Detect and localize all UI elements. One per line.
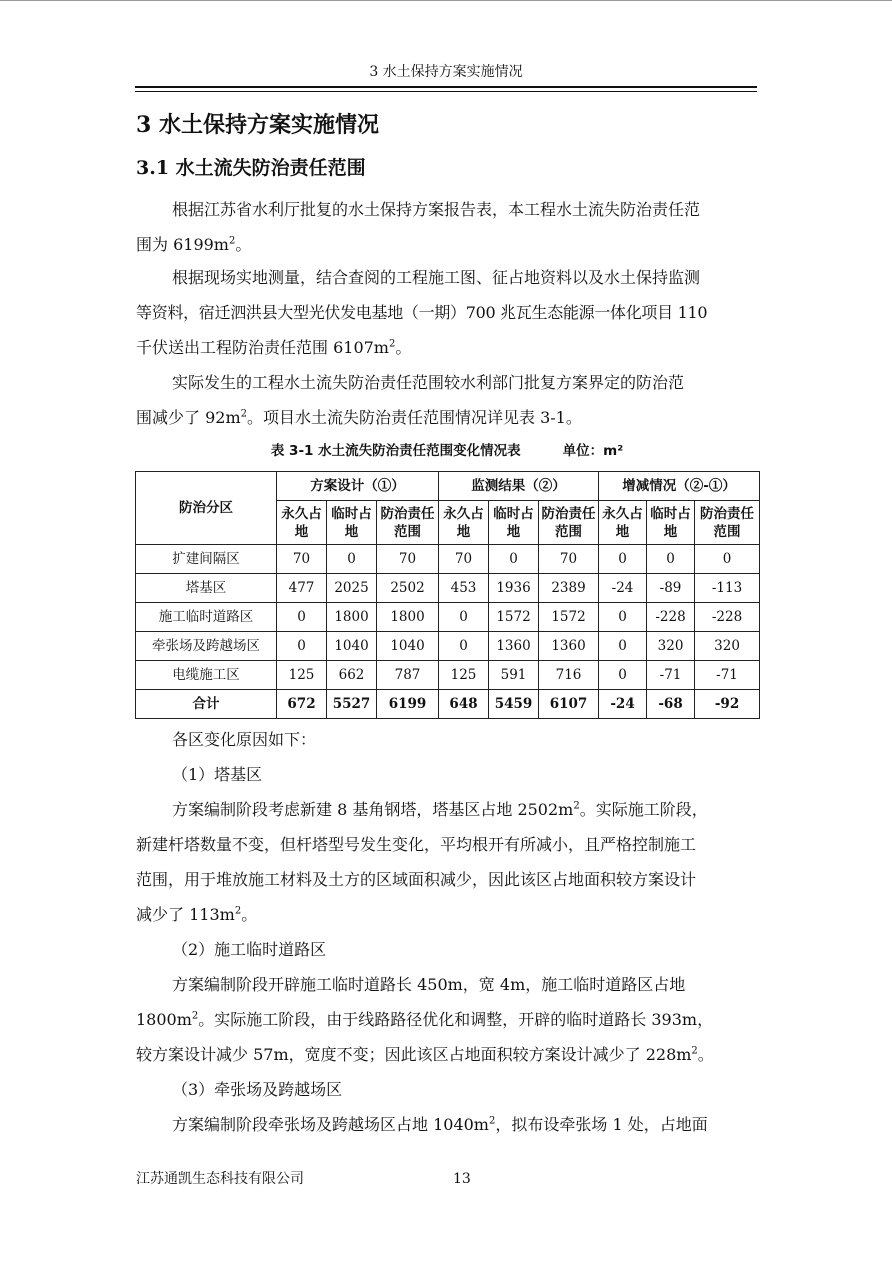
value-cell: 662 bbox=[327, 661, 377, 690]
value-cell: 0 bbox=[277, 603, 327, 632]
sub-header-cell: 临时占地 bbox=[647, 501, 695, 545]
sub-header-cell: 永久占地 bbox=[599, 501, 647, 545]
reason-3-title: （3）牵张场及跨越场区 bbox=[172, 1080, 343, 1099]
paragraph-3-line-1: 实际发生的工程水土流失防治责任范围较水利部门批复方案界定的防治范 bbox=[172, 373, 685, 392]
reason-2-line-1: 方案编制阶段开辟施工临时道路长 450m，宽 4m，施工临时道路区占地 bbox=[172, 975, 686, 994]
reason-1-title: （1）塔基区 bbox=[172, 765, 263, 784]
group-header-change: 增减情况（②-①） bbox=[599, 472, 760, 501]
value-cell: -228 bbox=[647, 603, 695, 632]
value-cell: 1572 bbox=[539, 603, 599, 632]
reason-2-line-2: $1800m^2$。实际施工阶段，由于线路路径优化和调整，开辟的临时道路长 393m， bbox=[136, 1010, 714, 1029]
page-top-border bbox=[0, 0, 892, 1]
zone-cell: 牵张场及跨越场区 bbox=[136, 632, 277, 661]
value-cell: 0 bbox=[277, 632, 327, 661]
value-cell: 477 bbox=[277, 574, 327, 603]
responsibility-range-table bbox=[135, 471, 760, 719]
value-cell: 1572 bbox=[489, 603, 539, 632]
value-cell: 70 bbox=[539, 545, 599, 574]
table-row bbox=[136, 661, 760, 690]
value-cell: 0 bbox=[439, 632, 489, 661]
value-cell: 453 bbox=[439, 574, 489, 603]
sub-header-cell: 防治责任范围 bbox=[377, 501, 439, 545]
value-cell: 672 bbox=[277, 690, 327, 719]
value-cell: 5459 bbox=[489, 690, 539, 719]
section-title: 3 水土保持方案实施情况 bbox=[136, 112, 379, 138]
zone-cell: 合计 bbox=[136, 690, 277, 719]
sub-header-cell: 防治责任范围 bbox=[539, 501, 599, 545]
value-cell: 648 bbox=[439, 690, 489, 719]
page-number: 13 bbox=[453, 1171, 471, 1187]
value-cell: 125 bbox=[277, 661, 327, 690]
value-cell: 1936 bbox=[489, 574, 539, 603]
paragraph-2-line-1: 根据现场实地测量，结合查阅的工程施工图、征占地资料以及水土保持监测 bbox=[172, 268, 701, 287]
footer-company: 江苏通凯生态科技有限公司 bbox=[136, 1171, 304, 1187]
table-caption-title: 表 3-1 水土流失防治责任范围变化情况表 bbox=[270, 443, 521, 459]
table-header-row-1 bbox=[136, 472, 760, 501]
value-cell: 6199 bbox=[377, 690, 439, 719]
value-cell: 1040 bbox=[327, 632, 377, 661]
zone-cell: 电缆施工区 bbox=[136, 661, 277, 690]
table-row bbox=[136, 603, 760, 632]
sub-header-cell: 临时占地 bbox=[489, 501, 539, 545]
subsection-title: 3.1 水土流失防治责任范围 bbox=[136, 157, 366, 179]
value-cell: 6107 bbox=[539, 690, 599, 719]
value-cell: 5527 bbox=[327, 690, 377, 719]
table-row bbox=[136, 632, 760, 661]
table-caption bbox=[136, 442, 758, 460]
value-cell: 70 bbox=[277, 545, 327, 574]
header-rule-thick bbox=[135, 86, 757, 88]
value-cell: 0 bbox=[599, 632, 647, 661]
value-cell: -71 bbox=[647, 661, 695, 690]
value-cell: 2389 bbox=[539, 574, 599, 603]
value-cell: -89 bbox=[647, 574, 695, 603]
value-cell: 0 bbox=[695, 545, 760, 574]
group-header-plan: 方案设计（①） bbox=[277, 472, 439, 501]
value-cell: -92 bbox=[695, 690, 760, 719]
value-cell: -68 bbox=[647, 690, 695, 719]
value-cell: 0 bbox=[489, 545, 539, 574]
value-cell: 1360 bbox=[539, 632, 599, 661]
value-cell: 2502 bbox=[377, 574, 439, 603]
table-row bbox=[136, 574, 760, 603]
value-cell: 1800 bbox=[327, 603, 377, 632]
value-cell: -24 bbox=[599, 574, 647, 603]
reason-2-line-3: 较方案设计减少 57m，宽度不变；因此该区占地面积较方案设计减少了 $228m^2$。 bbox=[136, 1045, 714, 1064]
value-cell: -24 bbox=[599, 690, 647, 719]
paragraph-1-line-2: 围为 $6199m^2$。 bbox=[136, 235, 252, 254]
group-header-monitoring: 监测结果（②） bbox=[439, 472, 599, 501]
paragraph-1-line-1: 根据江苏省水利厅批复的水土保持方案报告表，本工程水土流失防治责任范 bbox=[172, 200, 701, 219]
reason-3-line-1: 方案编制阶段牵张场及跨越场区占地 $1040m^2$，拟布设牵张场 1 处，占地面 bbox=[172, 1115, 708, 1134]
zone-cell: 施工临时道路区 bbox=[136, 603, 277, 632]
paragraph-3-line-2: 围减少了 $92m^2$。项目水土流失防治责任范围情况详见表 3-1。 bbox=[136, 408, 582, 427]
table-unit: 单位：m² bbox=[562, 443, 624, 459]
reason-1-line-3: 范围，用于堆放施工材料及土方的区域面积减少，因此该区占地面积较方案设计 bbox=[136, 870, 697, 889]
value-cell: 70 bbox=[439, 545, 489, 574]
reasons-intro: 各区变化原因如下： bbox=[172, 730, 317, 749]
value-cell: 591 bbox=[489, 661, 539, 690]
value-cell: 320 bbox=[695, 632, 760, 661]
value-cell: 2025 bbox=[327, 574, 377, 603]
header-rule-thin bbox=[135, 91, 757, 92]
value-cell: 0 bbox=[439, 603, 489, 632]
value-cell: -113 bbox=[695, 574, 760, 603]
reason-1-line-4: 减少了 $113m^2$。 bbox=[136, 905, 258, 924]
reason-2-title: （2）施工临时道路区 bbox=[172, 940, 327, 959]
value-cell: 716 bbox=[539, 661, 599, 690]
value-cell: 0 bbox=[327, 545, 377, 574]
sub-header-cell: 防治责任范围 bbox=[695, 501, 760, 545]
value-cell: 0 bbox=[599, 661, 647, 690]
running-header: 3 水土保持方案实施情况 bbox=[369, 64, 523, 80]
value-cell: 1800 bbox=[377, 603, 439, 632]
corner-header-cell: 防治分区 bbox=[136, 472, 277, 545]
value-cell: 787 bbox=[377, 661, 439, 690]
value-cell: 125 bbox=[439, 661, 489, 690]
zone-cell: 扩建间隔区 bbox=[136, 545, 277, 574]
reason-1-line-1: 方案编制阶段考虑新建 8 基角钢塔，塔基区占地 $2502m^2$。实际施工阶段， bbox=[172, 800, 708, 819]
reason-1-line-2: 新建杆塔数量不变，但杆塔型号发生变化，平均根开有所减小，且严格控制施工 bbox=[136, 835, 697, 854]
sub-header-cell: 临时占地 bbox=[327, 501, 377, 545]
table-row bbox=[136, 545, 760, 574]
zone-cell: 塔基区 bbox=[136, 574, 277, 603]
value-cell: -71 bbox=[695, 661, 760, 690]
value-cell: 70 bbox=[377, 545, 439, 574]
value-cell: 1360 bbox=[489, 632, 539, 661]
value-cell: 320 bbox=[647, 632, 695, 661]
paragraph-2-line-3: 千伏送出工程防治责任范围 $6107m^2$。 bbox=[136, 338, 412, 357]
paragraph-2-line-2: 等资料，宿迁泗洪县大型光伏发电基地（一期）700 兆瓦生态能源一体化项目 110 bbox=[136, 303, 708, 322]
value-cell: 0 bbox=[599, 545, 647, 574]
value-cell: 0 bbox=[599, 603, 647, 632]
table-total-row bbox=[136, 690, 760, 719]
sub-header-cell: 永久占地 bbox=[439, 501, 489, 545]
value-cell: -228 bbox=[695, 603, 760, 632]
value-cell: 0 bbox=[647, 545, 695, 574]
sub-header-cell: 永久占地 bbox=[277, 501, 327, 545]
value-cell: 1040 bbox=[377, 632, 439, 661]
